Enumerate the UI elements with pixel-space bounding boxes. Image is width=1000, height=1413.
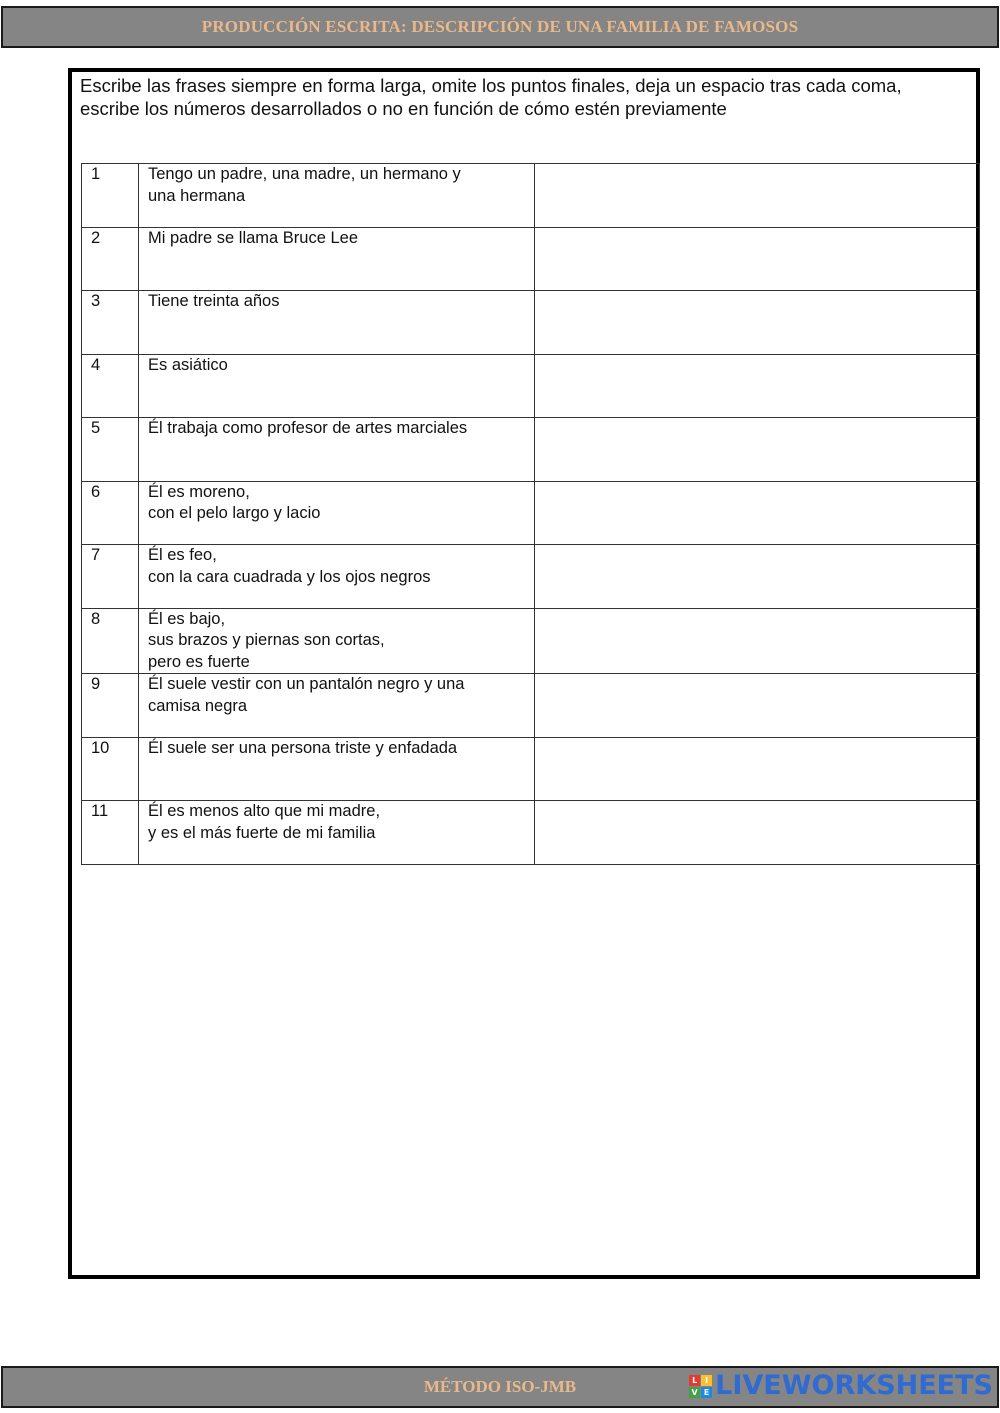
row-number: 5 xyxy=(82,418,139,482)
table-row xyxy=(82,674,980,738)
instructions-text: Escribe las frases siempre en forma larga, omite los puntos finales, deja un espacio tras cada coma, escribe los números desarrollados o no en función de cómo estén previamente xyxy=(80,75,902,119)
row-sentence: Él es moreno, con el pelo largo y lacio xyxy=(148,482,321,522)
row-number: 9 xyxy=(82,674,139,738)
answer-field[interactable] xyxy=(535,354,980,418)
row-sentence: Él es feo, con la cara cuadrada y los ojos negros xyxy=(148,546,431,586)
row-sentence-cell xyxy=(139,227,535,291)
row-sentence: Él trabaja como profesor de artes marciales xyxy=(148,419,468,437)
row-number: 1 xyxy=(82,164,139,228)
answer-field[interactable] xyxy=(535,737,980,801)
row-sentence-cell xyxy=(139,608,535,674)
answer-field[interactable] xyxy=(535,481,980,545)
row-number: 6 xyxy=(82,481,139,545)
table-row xyxy=(82,608,980,674)
exercise-table xyxy=(81,163,980,865)
liveworksheets-brand[interactable] xyxy=(689,1371,993,1401)
row-sentence-cell xyxy=(139,737,535,801)
logo-cell: L xyxy=(689,1375,700,1386)
row-number: 10 xyxy=(82,737,139,801)
answer-field[interactable] xyxy=(535,227,980,291)
row-number: 2 xyxy=(82,227,139,291)
answer-field[interactable] xyxy=(535,674,980,738)
worksheet-frame xyxy=(68,68,980,1279)
row-number: 7 xyxy=(82,545,139,609)
worksheet-title: PRODUCCIÓN ESCRITA: DESCRIPCIÓN DE UNA FAMILIA DE FAMOSOS xyxy=(201,17,799,36)
answer-field[interactable] xyxy=(535,545,980,609)
row-sentence: Él suele vestir con un pantalón negro y una camisa negra xyxy=(148,675,465,715)
logo-cell: E xyxy=(701,1387,712,1398)
table-row xyxy=(82,164,980,228)
liveworksheets-logo-icon xyxy=(689,1375,712,1398)
row-number: 11 xyxy=(82,801,139,865)
table-row xyxy=(82,227,980,291)
row-sentence: Él es menos alto que mi madre, y es el más fuerte de mi familia xyxy=(148,802,381,842)
table-row xyxy=(82,801,980,865)
answer-field[interactable] xyxy=(535,291,980,355)
table-row xyxy=(82,291,980,355)
row-number: 4 xyxy=(82,354,139,418)
row-sentence-cell xyxy=(139,291,535,355)
row-sentence-cell xyxy=(139,164,535,228)
answer-field[interactable] xyxy=(535,608,980,674)
row-sentence-cell xyxy=(139,545,535,609)
table-row xyxy=(82,737,980,801)
row-sentence: Tengo un padre, una madre, un hermano y una hermana xyxy=(148,165,461,205)
brand-text: LIVEWORKSHEETS xyxy=(715,1370,993,1401)
answer-field[interactable] xyxy=(535,801,980,865)
footer-title: MÉTODO ISO-JMB xyxy=(423,1377,577,1396)
answer-field[interactable] xyxy=(535,418,980,482)
row-sentence: Tiene treinta años xyxy=(148,292,280,310)
logo-cell: V xyxy=(689,1387,700,1398)
row-sentence-cell xyxy=(139,674,535,738)
row-sentence-cell xyxy=(139,354,535,418)
row-sentence-cell xyxy=(139,481,535,545)
row-sentence: Es asiático xyxy=(148,355,228,374)
row-sentence: Él es bajo, sus brazos y piernas son cortas, pero es fuerte xyxy=(148,609,385,671)
row-sentence-cell xyxy=(139,418,535,482)
table-row xyxy=(82,481,980,545)
answer-field[interactable] xyxy=(535,164,980,228)
row-number: 3 xyxy=(82,291,139,355)
row-sentence: Él suele ser una persona triste y enfadada xyxy=(148,738,458,757)
header-bar xyxy=(1,6,999,48)
row-number: 8 xyxy=(82,608,139,674)
table-row xyxy=(82,418,980,482)
logo-cell: I xyxy=(701,1375,712,1386)
table-row xyxy=(82,545,980,609)
footer-bar xyxy=(1,1366,999,1408)
row-sentence: Mi padre se llama Bruce Lee xyxy=(148,228,359,247)
table-row xyxy=(82,354,980,418)
row-sentence-cell xyxy=(139,801,535,865)
